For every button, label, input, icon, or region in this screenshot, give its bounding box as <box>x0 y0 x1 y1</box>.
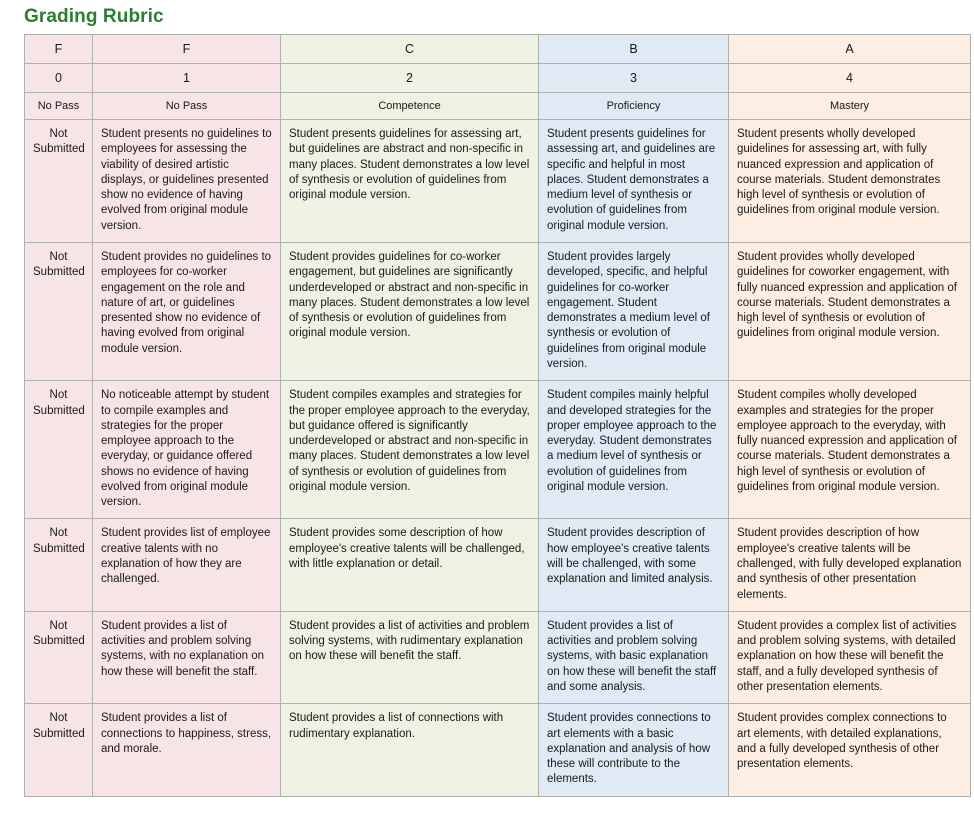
criterion-cell-5-1: Student provides a list of connections to happiness, stress, and morale. <box>93 704 281 796</box>
grade-cell-3: B <box>539 35 729 64</box>
criterion-cell-5-4: Student provides complex connections to art elements, with detailed explanations, and a fully developed synthesis of other presentation elements. <box>729 704 971 796</box>
score-cell-2: 2 <box>281 64 539 93</box>
criterion-cell-2-2: Student compiles examples and strategies for the proper employee approach to the everyday, but guidance offered is significantly underdeveloped or abstract and non-specific in many places. Student demonstrates a low level of synthesis or evolution of guidelines from original module version. <box>281 381 539 519</box>
criterion-cell-1-4: Student provides wholly developed guidelines for coworker engagement, with fully nuanced expression and application of course materials. Student demonstrates a high level of synthesis or evolution of guidelines from original module version. <box>729 242 971 380</box>
table-row <box>25 242 971 380</box>
table-row <box>25 381 971 519</box>
criterion-cell-5-2: Student provides a list of connections with rudimentary explanation. <box>281 704 539 796</box>
grading-rubric-table <box>24 34 971 797</box>
criterion-cell-4-1: Student provides a list of activities and problem solving systems, with no explanation on how these will benefit the staff. <box>93 611 281 703</box>
grade-cell-1: F <box>93 35 281 64</box>
criterion-cell-4-3: Student provides a list of activities and problem solving systems, with basic explanation on how these will benefit the staff and some analysis. <box>539 611 729 703</box>
score-cell-3: 3 <box>539 64 729 93</box>
criterion-cell-1-1: Student provides no guidelines to employees for co-worker engagement on the role and nature of art, or guidelines presented show no evidence of having evolved from original module version. <box>93 242 281 380</box>
criterion-cell-0-1: Student presents no guidelines to employees for assessing the viability of desired artistic displays, or guidelines presented show no evidence of having evolved from original module version. <box>93 120 281 243</box>
table-row <box>25 120 971 243</box>
criterion-cell-0-2: Student presents guidelines for assessing art, but guidelines are abstract and non-specific in many places. Student demonstrates a low level of synthesis or evolution of guidelines from original module version. <box>281 120 539 243</box>
criterion-cell-3-0: Not Submitted <box>25 519 93 611</box>
level-cell-0: No Pass <box>25 93 93 120</box>
table-row-scores <box>25 64 971 93</box>
criterion-cell-2-4: Student compiles wholly developed examples and strategies for the proper employee approach to the everyday, with fully nuanced expression and application of course materials. Student demonstrates a high level of synthesis or evolution of guidelines from original module version. <box>729 381 971 519</box>
criterion-cell-0-0: Not Submitted <box>25 120 93 243</box>
criterion-cell-4-4: Student provides a complex list of activities and problem solving systems, with detailed explanation on how these will benefit the staff, and a fully developed synthesis of other presentation elements. <box>729 611 971 703</box>
table-row <box>25 611 971 703</box>
criterion-cell-2-3: Student compiles mainly helpful and developed strategies for the proper employee approach to the everyday. Student demonstrates a medium level of synthesis or evolution of guidelines from original module version. <box>539 381 729 519</box>
table-row-levels <box>25 93 971 120</box>
grade-cell-2: C <box>281 35 539 64</box>
level-cell-2: Competence <box>281 93 539 120</box>
grade-cell-4: A <box>729 35 971 64</box>
criterion-cell-5-3: Student provides connections to art elements with a basic explanation and analysis of how these will contribute to the elements. <box>539 704 729 796</box>
level-cell-3: Proficiency <box>539 93 729 120</box>
score-cell-4: 4 <box>729 64 971 93</box>
score-cell-0: 0 <box>25 64 93 93</box>
table-row <box>25 704 971 796</box>
score-cell-1: 1 <box>93 64 281 93</box>
criterion-cell-2-0: Not Submitted <box>25 381 93 519</box>
criterion-cell-1-2: Student provides guidelines for co-worker engagement, but guidelines are significantly underdeveloped or abstract and non-specific in many places. Student demonstrates a low level of synthesis or evolution of guidelines from original module version. <box>281 242 539 380</box>
criterion-cell-5-0: Not Submitted <box>25 704 93 796</box>
criterion-cell-4-2: Student provides a list of activities and problem solving systems, with rudimentary explanation on how these will benefit the staff. <box>281 611 539 703</box>
criterion-cell-4-0: Not Submitted <box>25 611 93 703</box>
criterion-cell-0-3: Student presents guidelines for assessing art, and guidelines are specific and helpful in most places. Student demonstrates a medium level of synthesis or evolution of guidelines from original module version. <box>539 120 729 243</box>
criterion-cell-1-3: Student provides largely developed, specific, and helpful guidelines for co-worker engagement. Student demonstrates a medium level of synthesis or evolution of guidelines from original module version. <box>539 242 729 380</box>
criterion-cell-2-1: No noticeable attempt by student to compile examples and strategies for the proper employee approach to the everyday, or guidance offered shows no evidence of having evolved from original module version. <box>93 381 281 519</box>
criterion-cell-3-4: Student provides description of how employee's creative talents will be challenged, with fully developed explanation and synthesis of other presentation elements. <box>729 519 971 611</box>
criterion-cell-3-2: Student provides some description of how employee's creative talents will be challenged, with little explanation or detail. <box>281 519 539 611</box>
level-cell-4: Mastery <box>729 93 971 120</box>
criterion-cell-1-0: Not Submitted <box>25 242 93 380</box>
criterion-cell-0-4: Student presents wholly developed guidelines for assessing art, with fully nuanced expression and application of course materials. Student demonstrates high level of synthesis or evolution of guidelines from original module version. <box>729 120 971 243</box>
table-row-grades <box>25 35 971 64</box>
page-title: Grading Rubric <box>24 6 164 27</box>
grade-cell-0: F <box>25 35 93 64</box>
criterion-cell-3-3: Student provides description of how employee's creative talents will be challenged, with some explanation and limited analysis. <box>539 519 729 611</box>
level-cell-1: No Pass <box>93 93 281 120</box>
table-row <box>25 519 971 611</box>
criterion-cell-3-1: Student provides list of employee creative talents with no explanation of how they are challenged. <box>93 519 281 611</box>
